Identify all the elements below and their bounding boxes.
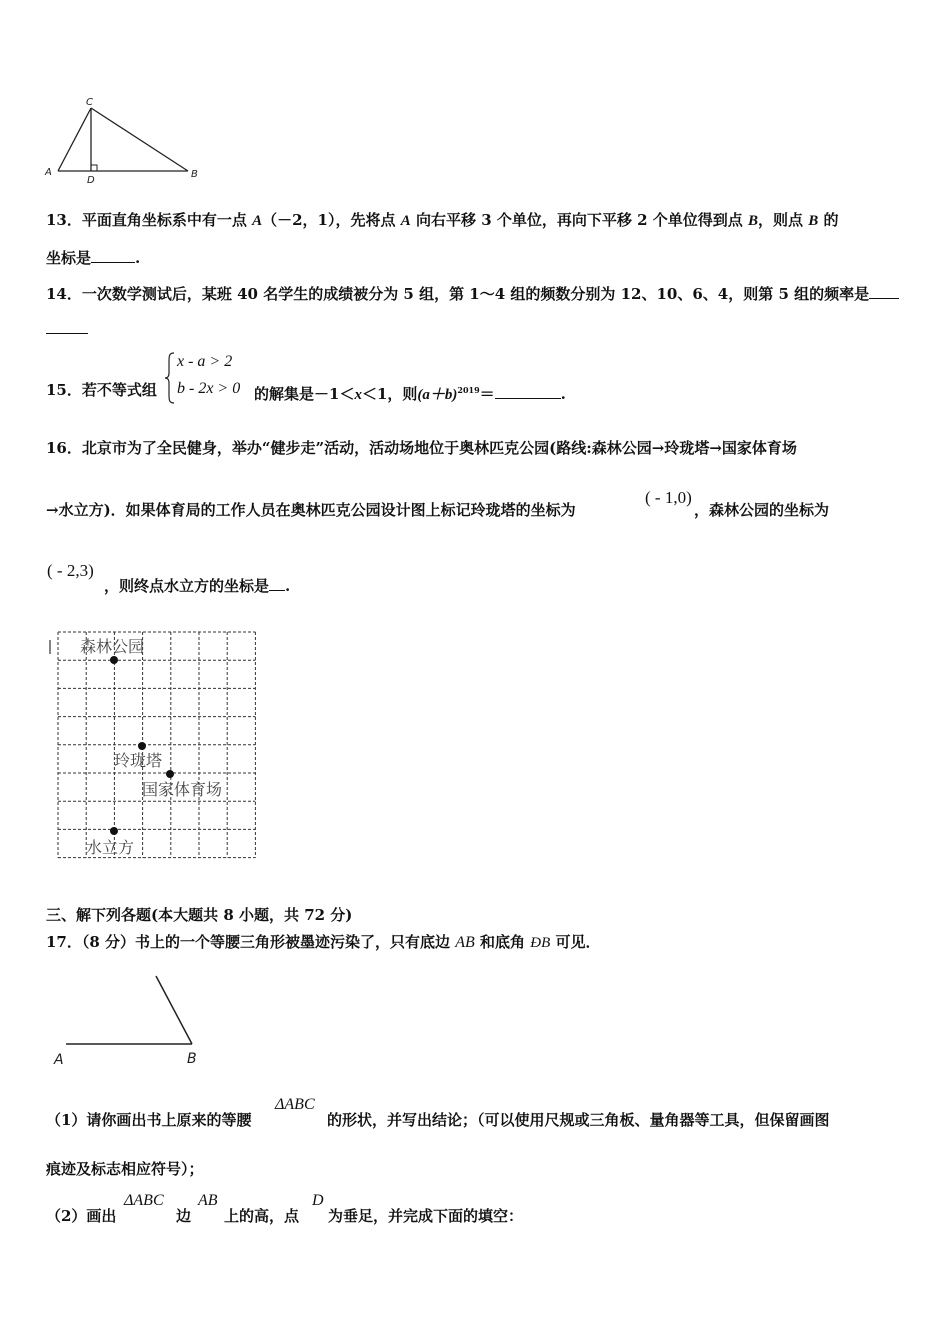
right-angle-mark <box>91 165 97 171</box>
side-ac <box>58 108 91 171</box>
section-3-title: 三、解下列各题(本大题共 8 小题，共 72 分) <box>46 906 353 924</box>
q15-var-x: x <box>354 387 362 403</box>
q17-intro-b: 和底角 <box>474 933 531 951</box>
q15-mid2-text: ＜1，则 <box>361 385 418 403</box>
question-17-intro <box>46 932 601 953</box>
q15-exponent: 2019 <box>457 385 480 395</box>
q13-text-b: （－2，1），先将点 <box>262 211 401 229</box>
q17-intro-a: 17．（8 分）书上的一个等腰三角形被墨迹污染了，只有底边 <box>46 933 456 951</box>
label-stadium: 国家体育场 <box>142 780 223 799</box>
q15-expression: (a＋b) <box>417 387 458 403</box>
q15-mid-text: 的解集是－1＜ <box>254 385 355 403</box>
map-grid <box>58 632 255 858</box>
q13-text-line2: 坐标是 <box>46 249 92 267</box>
q17-p2-text-d: 为垂足，并完成下面的填空： <box>328 1207 524 1225</box>
q16-answer-blank[interactable] <box>269 576 285 591</box>
q17-angle-b: ÐB <box>530 935 551 951</box>
q17-p1-text-a: （1）请你画出书上原来的等腰 <box>46 1111 252 1129</box>
question-17-part1-c <box>46 1159 204 1179</box>
q17-label-b: B <box>187 1051 197 1067</box>
point-water-cube <box>110 827 118 835</box>
question-17-part2-d <box>328 1206 523 1226</box>
question-13-line2 <box>46 248 140 268</box>
question-15-rest <box>254 380 566 405</box>
q13-text-a: 13．平面直角坐标系中有一点 <box>46 211 253 229</box>
label-c: C <box>86 97 93 108</box>
point-tower <box>138 742 146 750</box>
question-17-part1-a <box>46 1110 251 1130</box>
question-16-line2 <box>46 500 576 520</box>
question-15-prefix <box>46 380 157 400</box>
label-b: B <box>191 169 198 180</box>
label-tower: 玲珑塔 <box>114 751 163 770</box>
label-forest-park: 森林公园 <box>80 637 145 656</box>
question-17-part1-b <box>327 1110 830 1130</box>
point-forest-park <box>110 656 118 664</box>
q17-p1-text-c: 痕迹及标志相应符号）； <box>46 1160 204 1178</box>
label-water-cube: 水立方 <box>86 838 135 857</box>
q17-p2-text-c: 上的高，点 <box>224 1207 300 1225</box>
q15-equals: ＝ <box>479 385 495 403</box>
q15-prefix-text: 15．若不等式组 <box>46 381 157 399</box>
q15-inequality-1: x - a > 2 <box>177 353 233 370</box>
q16-text-line3: ，则终点水立方的坐标是 <box>104 577 270 595</box>
q13-text-c: 向右平移 3 个单位，再向下平移 2 个单位得到点 <box>410 211 748 229</box>
q15-answer-blank[interactable] <box>495 384 561 399</box>
q17-segment-ab: AB <box>455 934 475 951</box>
question-14-line1 <box>46 284 899 304</box>
q17-triangle-abc-2: ΔABC <box>124 1192 164 1209</box>
q13-answer-blank[interactable] <box>91 248 135 263</box>
q13-point-b: B <box>747 213 758 229</box>
question-17-part2-c <box>224 1206 299 1226</box>
question-16-line1 <box>46 438 797 458</box>
q17-side-ab: AB <box>198 1192 218 1209</box>
q15-period: . <box>560 385 566 403</box>
point-stadium <box>166 770 174 778</box>
q15-inequality-2: b - 2x > 0 <box>177 380 241 397</box>
label-d: D <box>87 175 95 186</box>
q16-coord-forest: ( - 2,3) <box>47 561 94 580</box>
q14-text: 14．一次数学测试后，某班 40 名学生的成绩被分为 5 组，第 1～4 组的频数分别为 12、10、6、4，则第 5 组的频率是 <box>46 285 870 303</box>
q17-label-a: A <box>54 1052 64 1068</box>
question-16-line2b <box>694 500 829 520</box>
q17-side-b <box>156 976 192 1044</box>
q13-point-b-2: B <box>808 213 819 229</box>
q16-text-line1: 16．北京市为了全民健身，举办“健步走”活动，活动场地位于奥林匹克公园(路线:森林公园→玲珑塔→国家体育场 <box>46 439 797 457</box>
q17-p1-text-b: 的形状，并写出结论；（可以使用尺规或三角板、量角器等工具，但保留画图 <box>327 1111 830 1129</box>
q17-p2-text-b: 边 <box>176 1207 192 1225</box>
q16-period: . <box>285 577 291 595</box>
question-13-line1 <box>46 210 838 231</box>
q16-text-line2b: ，森林公园的坐标为 <box>694 501 830 519</box>
q14-answer-blank-b[interactable] <box>46 333 88 334</box>
q16-text-line2a: →水立方)．如果体育局的工作人员在奥林匹克公园设计图上标记玲珑塔的坐标为 <box>46 501 576 519</box>
question-16-line3 <box>104 576 290 596</box>
q13-point-a-2: A <box>400 213 411 229</box>
olympic-park-map <box>46 630 260 862</box>
q13-point-a: A <box>252 213 263 229</box>
label-a: A <box>45 167 52 178</box>
question-17-part2-a <box>46 1206 116 1226</box>
q13-period: . <box>135 249 141 267</box>
q16-coord-tower: ( - 1,0) <box>645 488 692 507</box>
q13-text-d: ，则点 <box>757 211 809 229</box>
side-cb <box>91 108 188 171</box>
q17-p2-text-a: （2）画出 <box>46 1207 117 1225</box>
q14-answer-blank-a[interactable] <box>869 284 899 299</box>
q17-triangle-abc: ΔABC <box>275 1096 315 1113</box>
q15-brace <box>165 352 175 404</box>
q17-point-d: D <box>312 1192 324 1209</box>
question-17-part2-b <box>176 1206 191 1226</box>
triangle-acb-figure <box>40 94 210 186</box>
q17-angle-figure <box>48 972 218 1072</box>
q13-text-e: 的 <box>818 211 839 229</box>
q17-intro-c: 可见． <box>550 933 601 951</box>
